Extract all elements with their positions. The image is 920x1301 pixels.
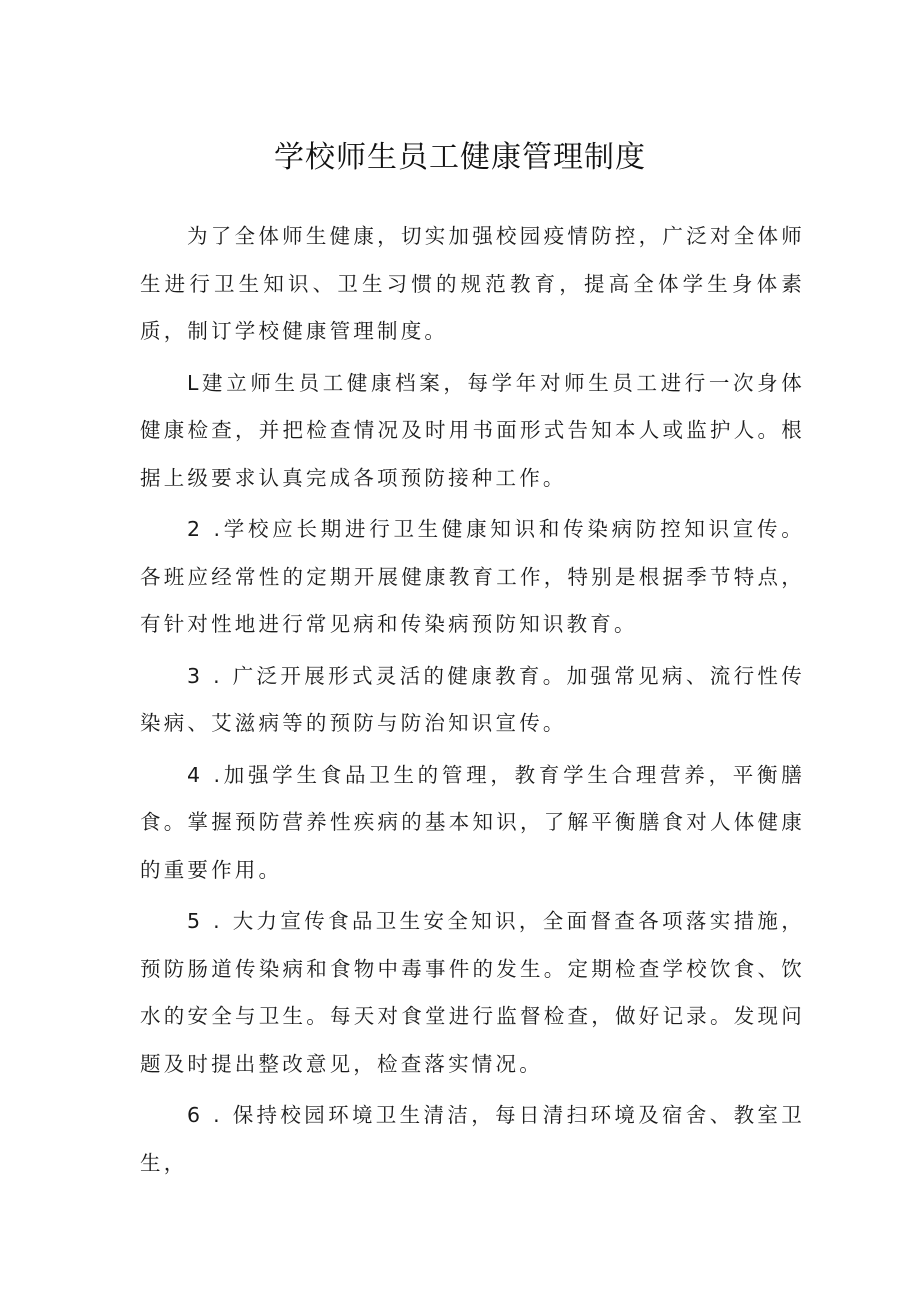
- paragraph-item-3: 3 . 广泛开展形式灵活的健康教育。加强常见病、流行性传染病、艾滋病等的预防与防治知识宣传。: [140, 663, 805, 735]
- paragraph-item-5: 5 . 大力宣传食品卫生安全知识，全面督查各项落实措施，预防肠道传染病和食物中毒事件的发生。定期检查学校饮食、饮水的安全与卫生。每天对食堂进行监督检查，做好记录。发现问题及时提出整改意见，检查落实情况。: [140, 909, 805, 1076]
- paragraph-item-4: 4 .加强学生食品卫生的管理，教育学生合理营养，平衡膳食。掌握预防营养性疾病的基本知识，了解平衡膳食对人体健康的重要作用。: [140, 762, 805, 882]
- paragraph-item-1: L建立师生员工健康档案，每学年对师生员工进行一次身体健康检查，并把检查情况及时用书面形式告知本人或监护人。根据上级要求认真完成各项预防接种工作。: [140, 370, 805, 490]
- paragraph-item-6: 6 . 保持校园环境卫生清洁，每日清扫环境及宿舍、教室卫生，: [140, 1103, 805, 1175]
- paragraph-item-2: 2 .学校应长期进行卫生健康知识和传染病防控知识宣传。各班应经常性的定期开展健康教育工作，特别是根据季节特点，有针对性地进行常见病和传染病预防知识教育。: [140, 517, 805, 636]
- document-body: [140, 213, 805, 1191]
- document-title: 学校师生员工健康管理制度: [274, 140, 646, 175]
- paragraph-intro: 为了全体师生健康，切实加强校园疫情防控，广泛对全体师生进行卫生知识、卫生习惯的规范教育，提高全体学生身体素质，制订学校健康管理制度。: [140, 224, 805, 343]
